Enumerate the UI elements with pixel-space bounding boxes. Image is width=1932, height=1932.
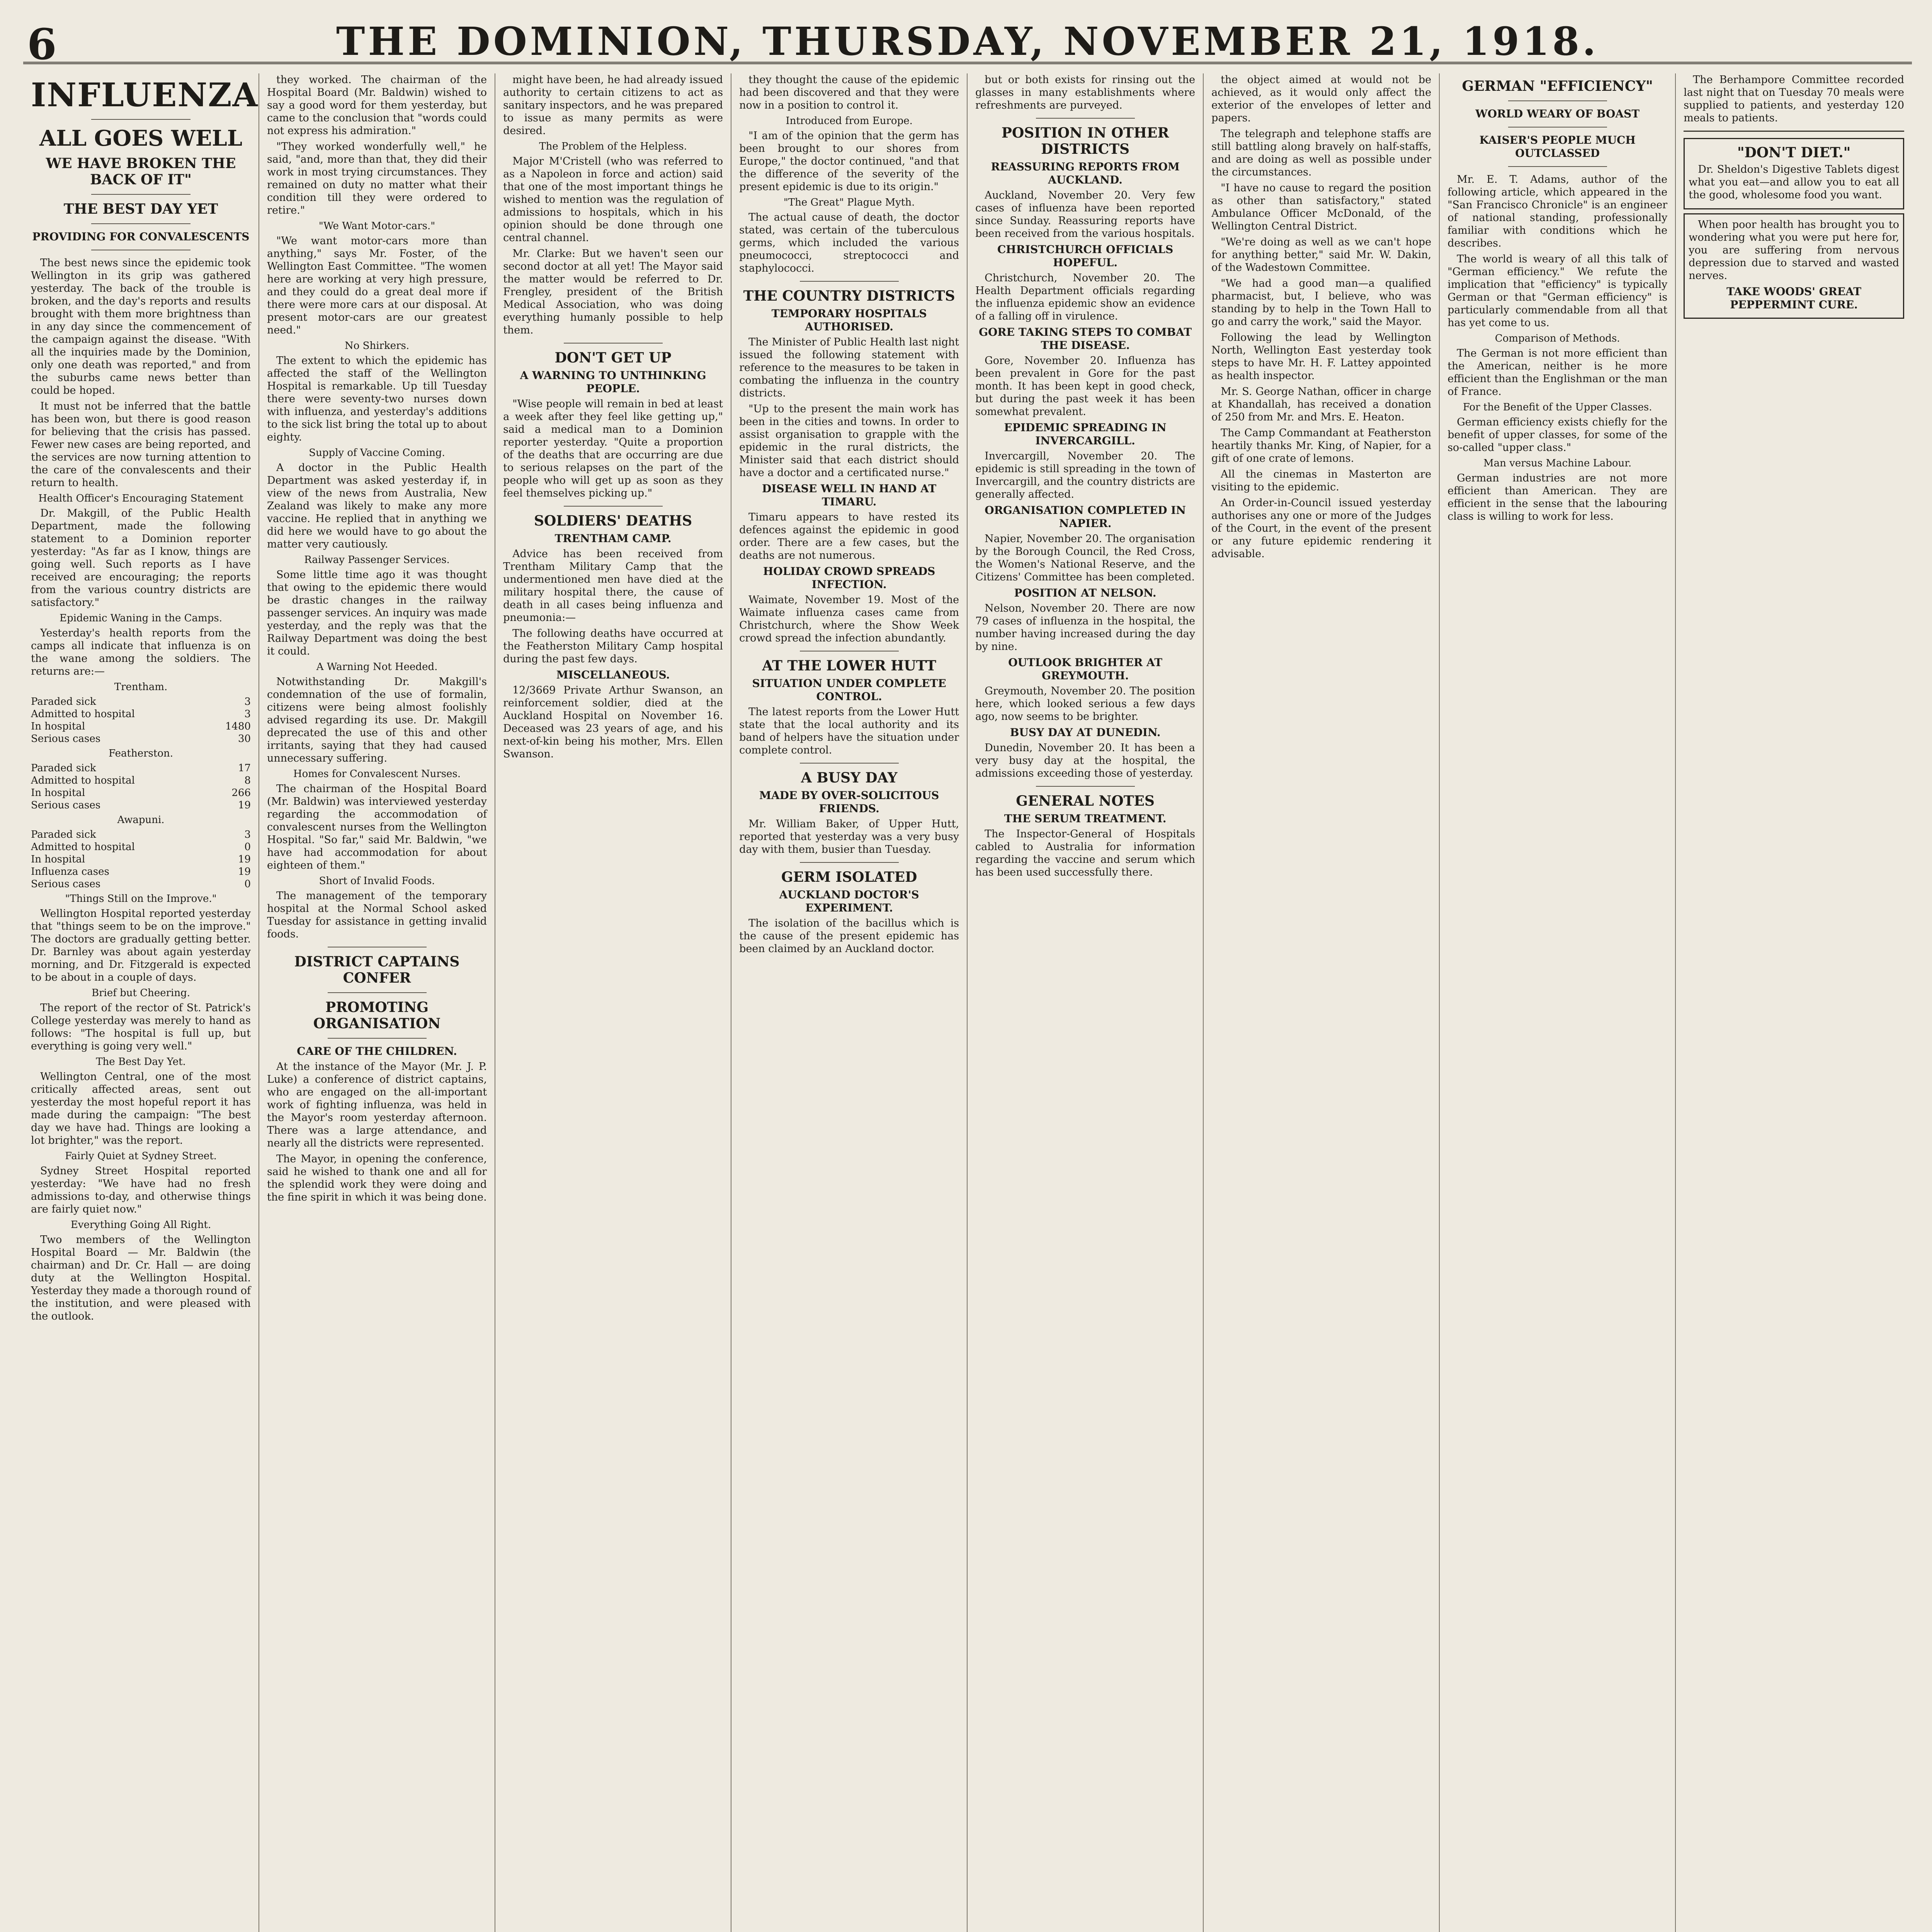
article-paragraph: A doctor in the Public Health Department was asked yesterday if, in view of the news from Australia, New Zealand was likely to make any more vaccine. He replied that in anything we did here we would have to go about the matter very cautiously. bbox=[267, 462, 487, 550]
stats-title: Trentham. bbox=[114, 681, 168, 693]
subheadline: MADE BY OVER-SOLICITOUS FRIENDS. bbox=[759, 789, 939, 815]
article-paragraph: The Inspector-General of Hospitals cabled to Australia for information regarding the vaccine and serum which has been used successfully there. bbox=[975, 828, 1196, 878]
article-paragraph: Yesterday's health reports from the camps all indicate that influenza is on the wane among the soldiers. The returns are:— bbox=[31, 627, 251, 677]
stats-row: Influenza cases 19 bbox=[31, 866, 251, 878]
subheadline: OUTLOOK BRIGHTER AT GREYMOUTH. bbox=[1008, 656, 1163, 682]
stats-title: Featherston. bbox=[109, 748, 173, 759]
article-paragraph: Nelson, November 20. There are now 79 cases of influenza in the hospital, the number having increased during the day by nine. bbox=[975, 602, 1196, 653]
section-heading: Epidemic Waning in the Camps. bbox=[60, 612, 222, 624]
stats-row: Serious cases 19 bbox=[31, 799, 251, 811]
subheadline: PROMOTING ORGANISATION bbox=[313, 999, 441, 1032]
article-paragraph: Two members of the Wellington Hospital Board — Mr. Baldwin (the chairman) and Dr. Cr. Hall — are doing duty at the Wellington Hospital. Yesterday they made a thorough round of the institution, and were pleased with the outlook. bbox=[31, 1234, 251, 1322]
article-paragraph: The world is weary of all this talk of "German efficiency." We refute the implication that "efficiency" is typically German or that "German efficiency" is particularly commendable from all that has yet come to us. bbox=[1447, 253, 1668, 329]
divider bbox=[328, 1038, 427, 1039]
divider bbox=[91, 119, 190, 120]
article-paragraph: The isolation of the bacillus which is the cause of the present epidemic has been claimed by an Auckland doctor. bbox=[739, 917, 959, 955]
section-heading: Fairly Quiet at Sydney Street. bbox=[65, 1150, 217, 1162]
section-heading: "The Great" Plague Myth. bbox=[783, 197, 915, 208]
stats-row: Serious cases 30 bbox=[31, 733, 251, 745]
subheadline: THE SERUM TREATMENT. bbox=[1004, 812, 1167, 825]
section-heading: "We Want Motor-cars." bbox=[318, 220, 435, 232]
section-heading: Everything Going All Right. bbox=[70, 1219, 211, 1231]
divider bbox=[564, 506, 663, 507]
stats-title: Awapuni. bbox=[117, 814, 165, 826]
stats-row: Paraded sick 3 bbox=[31, 696, 251, 707]
headline-country-districts: THE COUNTRY DISTRICTS bbox=[743, 288, 955, 304]
divider bbox=[1036, 118, 1135, 119]
divider bbox=[564, 343, 663, 344]
article-paragraph: Dr. Makgill, of the Public Health Department, made the following statement to a Dominion reporter yesterday: "As far as I know, things are going well. Such reports as I have received are encouraging; the reports from the various country districts are satisfactory." bbox=[31, 507, 251, 609]
subheadline: TEMPORARY HOSPITALS AUTHORISED. bbox=[771, 307, 927, 333]
subheadline: CARE OF THE CHILDREN. bbox=[297, 1045, 457, 1058]
article-paragraph: they worked. The chairman of the Hospital Board (Mr. Baldwin) wished to say a good word for them yesterday, but came to the conclusion that "words could not express his admiration." bbox=[267, 74, 487, 137]
stats-row: Admitted to hospital 3 bbox=[31, 708, 251, 720]
article-paragraph: Mr. Clarke: But we haven't seen our second doctor at all yet! The Mayor said the matter would be referred to Dr. Frengley, president of the British Medical Association, who was doing everything humanly possible to help them. bbox=[503, 248, 723, 336]
article-paragraph: Sydney Street Hospital reported yesterday: "We have had no fresh admissions to-day, and otherwise things are fairly quiet now." bbox=[31, 1165, 251, 1215]
section-heading: Comparison of Methods. bbox=[1495, 333, 1620, 344]
stats-row: Admitted to hospital 8 bbox=[31, 775, 251, 786]
divider bbox=[800, 763, 899, 764]
subheadline: PROVIDING FOR CONVALESCENTS bbox=[32, 230, 250, 243]
article-paragraph: Auckland, November 20. Very few cases of influenza have been reported since Sunday. Reassuring reports have been received from the various hospitals. bbox=[975, 189, 1196, 240]
headline-soldiers-deaths: SOLDIERS' DEATHS bbox=[534, 513, 692, 529]
article-paragraph: The following deaths have occurred at the Featherston Military Camp hospital during the past few days. bbox=[503, 628, 723, 665]
article-paragraph: Some little time ago it was thought that owing to the epidemic there would be drastic changes in the railway passenger services. An inquiry was made yesterday, and the reply was that the Railway Department was doing the best it could. bbox=[267, 569, 487, 657]
headline-other-districts: POSITION IN OTHER DISTRICTS bbox=[1001, 125, 1169, 157]
article-paragraph: Invercargill, November 20. The epidemic is still spreading in the town of Invercargill, and the country districts are generally affected. bbox=[975, 450, 1196, 500]
section-heading: Man versus Machine Labour. bbox=[1483, 457, 1632, 469]
article-paragraph: Mr. S. George Nathan, officer in charge at Khandallah, has received a donation of 250 from Mr. and Mrs. E. Heaton. bbox=[1211, 386, 1432, 423]
divider bbox=[800, 281, 899, 282]
headline-german-efficiency: GERMAN "EFFICIENCY" bbox=[1462, 78, 1653, 94]
article-paragraph: Christchurch, November 20. The Health Department officials regarding the influenza epidemic show an evidence of a falling off in virulence. bbox=[975, 272, 1196, 322]
article-paragraph: The actual cause of death, the doctor stated, was certain of the tuberculous germs, which included the various pneumococci, streptococci and staphylococci. bbox=[739, 211, 959, 274]
article-paragraph: "I am of the opinion that the germ has been brought to our shores from Europe," the doctor continued, "and that the difference of the severity of the present epidemic is due to its origin." bbox=[739, 130, 959, 193]
divider bbox=[1508, 166, 1607, 167]
column-6 bbox=[1204, 73, 1440, 1932]
headline-district-captains: DISTRICT CAPTAINS CONFER bbox=[294, 954, 460, 986]
column-7 bbox=[1440, 73, 1676, 1932]
section-heading: Health Officer's Encouraging Statement bbox=[38, 493, 243, 504]
subheadline: DISEASE WELL IN HAND AT TIMARU. bbox=[762, 482, 937, 508]
ad-title: TAKE WOODS' GREAT PEPPERMINT CURE. bbox=[1726, 285, 1862, 311]
section-heading: The Best Day Yet. bbox=[96, 1056, 186, 1068]
article-paragraph: "Up to the present the main work has been in the cities and towns. In order to assist organisation to grapple with the epidemic in the rural districts, the Minister said that each district should have a doctor and a certificated nurse." bbox=[739, 403, 959, 479]
article-paragraph: The telegraph and telephone staffs are still battling along bravely on half-staffs, and are doing as well as possible under the circumstances. bbox=[1211, 128, 1432, 178]
stats-row: In hospital 19 bbox=[31, 854, 251, 865]
newspaper-columns bbox=[23, 73, 1912, 1932]
subheadline: WE HAVE BROKEN THE BACK OF IT" bbox=[46, 155, 236, 188]
article-paragraph: The Camp Commandant at Featherston heartily thanks Mr. King, of Napier, for a gift of one crate of lemons. bbox=[1211, 427, 1432, 464]
article-paragraph: At the instance of the Mayor (Mr. J. P. Luke) a conference of district captains, who are engaged on the all-important work of fighting influenza, was held in the Mayor's room yesterday afternoon. There was a large attendance, and nearly all the districts were represented. bbox=[267, 1061, 487, 1149]
subheadline: REASSURING REPORTS FROM AUCKLAND. bbox=[991, 160, 1180, 186]
subheadline: SITUATION UNDER COMPLETE CONTROL. bbox=[752, 677, 946, 703]
article-paragraph: All the cinemas in Masterton are visiting to the epidemic. bbox=[1211, 468, 1432, 493]
section-heading: Supply of Vaccine Coming. bbox=[309, 447, 445, 459]
stats-row: Serious cases 0 bbox=[31, 878, 251, 890]
article-paragraph: The German is not more efficient than the American, neither is he more efficient than the Englishman or the man of France. bbox=[1447, 347, 1668, 398]
article-paragraph: but or both exists for rinsing out the glasses in many establishments where refreshments are purveyed. bbox=[975, 74, 1196, 111]
headline-influenza: INFLUENZA bbox=[31, 76, 259, 114]
article-paragraph: Major M'Cristell (who was referred to as a Napoleon in force and action) said that one of the most important things he wished to mention was the regulation of admissions to hospitals, which in his opinion should be done through one central channel. bbox=[503, 155, 723, 244]
column-1 bbox=[23, 73, 259, 1932]
divider bbox=[91, 223, 190, 224]
divider bbox=[1684, 131, 1904, 132]
subheadline: GORE TAKING STEPS TO COMBAT THE DISEASE. bbox=[979, 326, 1192, 352]
article-paragraph: The report of the rector of St. Patrick's College yesterday was merely to hand as follows: "The hospital is full up, but everything is going very well." bbox=[31, 1002, 251, 1052]
stats-row: In hospital 266 bbox=[31, 787, 251, 799]
advertisement bbox=[1684, 213, 1904, 319]
section-heading: Railway Passenger Services. bbox=[304, 554, 450, 566]
article-paragraph: Dunedin, November 20. It has been a very busy day at the hospital, the admissions exceeding those of yesterday. bbox=[975, 742, 1196, 779]
subheadline: AUCKLAND DOCTOR'S EXPERIMENT. bbox=[779, 888, 919, 914]
section-heading: Introduced from Europe. bbox=[786, 115, 913, 127]
stats-row: Paraded sick 3 bbox=[31, 829, 251, 840]
subheadline: MISCELLANEOUS. bbox=[556, 668, 670, 681]
stats-table-awapuni bbox=[31, 828, 251, 890]
article-paragraph: they thought the cause of the epidemic had been discovered and that they were now in a position to control it. bbox=[739, 74, 959, 111]
article-paragraph: An Order-in-Council issued yesterday authorises any one or more of the Judges of the Court, in the event of the present or any future epidemic rendering it advisable. bbox=[1211, 497, 1432, 560]
article-paragraph: Gore, November 20. Influenza has been prevalent in Gore for the past month. It has been kept in good check, but during the past week it has been somewhat prevalent. bbox=[975, 355, 1196, 418]
masthead bbox=[23, 15, 1912, 69]
section-heading: Homes for Convalescent Nurses. bbox=[293, 768, 461, 780]
article-paragraph: It must not be inferred that the battle has been won, but there is good reason for believing that the crisis has passed. Fewer new cases are being reported, and the services are now turning attention to the care of the convalescents and their return to health. bbox=[31, 400, 251, 489]
article-paragraph: Mr. William Baker, of Upper Hutt, reported that yesterday was a very busy day with them, busier than Tuesday. bbox=[739, 818, 959, 855]
column-8 bbox=[1676, 73, 1912, 1932]
divider bbox=[1036, 786, 1135, 787]
subheadline: TRENTHAM CAMP. bbox=[554, 532, 672, 545]
ad-heading: "DON'T DIET." bbox=[1737, 145, 1851, 161]
section-heading: A Warning Not Heeded. bbox=[316, 661, 438, 673]
headline-lower-hutt: AT THE LOWER HUTT bbox=[762, 658, 936, 674]
article-paragraph: "They worked wonderfully well," he said, "and, more than that, they did their work in most trying circumstances. They remained on duty no matter what their condition till they were ordered to retire." bbox=[267, 141, 487, 216]
article-paragraph: 12/3669 Private Arthur Swanson, an reinforcement soldier, died at the Auckland Hospital on November 16. Deceased was 23 years of age, and his next-of-kin being his mother, Mrs. Ellen Swanson. bbox=[503, 684, 723, 760]
headline-busy-day: A BUSY DAY bbox=[801, 770, 898, 786]
section-heading: Short of Invalid Foods. bbox=[319, 875, 435, 887]
article-paragraph: The latest reports from the Lower Hutt state that the local authority and its band of helpers have the situation under complete control. bbox=[739, 706, 959, 756]
article-paragraph: "We want motor-cars more than anything," says Mr. Foster, of the Wellington East Committee. "The women here are working at very high pressure, and they could do a great deal more if there were more cars at our disposal. At present motor-cars are our greatest need." bbox=[267, 235, 487, 336]
article-paragraph: The Mayor, in opening the conference, said he wished to thank one and all for the splendid work they were doing and the fine spirit in which it was being done. bbox=[267, 1153, 487, 1203]
article-paragraph: Notwithstanding Dr. Makgill's condemnation of the use of formalin, citizens were being almost foolishly advised regarding its use. Dr. Makgill deprecated the use of this and other irritants, saying that they had caused unnecessary suffering. bbox=[267, 676, 487, 764]
column-4 bbox=[731, 73, 968, 1932]
subheadline: HOLIDAY CROWD SPREADS INFECTION. bbox=[763, 565, 935, 591]
headline-dont-get-up: DON'T GET UP bbox=[554, 350, 672, 366]
newspaper-title: THE DOMINION, THURSDAY, NOVEMBER 21, 1918. bbox=[336, 19, 1599, 64]
headline-germ-isolated: GERM ISOLATED bbox=[781, 869, 917, 885]
subheadline: ORGANISATION COMPLETED IN NAPIER. bbox=[985, 504, 1186, 530]
article-paragraph: The best news since the epidemic took Wellington in its grip was gathered yesterday. The back of the trouble is broken, and the day's reports and results brought with them more brightness than in any day since the commencement of the campaign against the disease. "With all the inquiries made by the Dominion, only one death was reported," and from the suburbs came news better than could be hoped. bbox=[31, 257, 251, 396]
page-number: 6 bbox=[27, 19, 57, 69]
article-paragraph: The extent to which the epidemic has affected the staff of the Wellington Hospital is remarkable. Up till Tuesday there were seventy-two nurses down with influenza, and yesterday's additions to the sick list bring the total up to about eighty. bbox=[267, 355, 487, 443]
article-paragraph: Following the lead by Wellington North, Wellington East yesterday took steps to have Mr. H. F. Lattey appointed as health inspector. bbox=[1211, 332, 1432, 382]
article-paragraph: Wellington Hospital reported yesterday that "things seem to be on the improve." The doctors are gradually getting better. Dr. Barnley was about again yesterday morning, and Dr. Fitzgerald is expected to be about in a couple of days. bbox=[31, 908, 251, 983]
column-5 bbox=[968, 73, 1204, 1932]
subheadline: EPIDEMIC SPREADING IN INVERCARGILL. bbox=[1004, 421, 1167, 447]
article-paragraph: The Minister of Public Health last night issued the following statement with reference to the measures to be taken in combating the influenza in the country districts. bbox=[739, 336, 959, 399]
subheadline: BUSY DAY AT DUNEDIN. bbox=[1010, 726, 1161, 739]
article-paragraph: might have been, he had already issued authority to certain citizens to act as sanitary inspectors, and he was prepared to issue as many permits as were desired. bbox=[503, 74, 723, 137]
article-paragraph: German industries are not more efficient than American. They are efficient in the sense that the labouring class is willing to work for less. bbox=[1447, 472, 1668, 522]
article-paragraph: The chairman of the Hospital Board (Mr. Baldwin) was interviewed yesterday regarding the accommodation of convalescent nurses from the Wellington Hospital. "So far," said Mr. Baldwin, "we have had accommodation for about eighteen of them." bbox=[267, 783, 487, 871]
stats-row: Paraded sick 17 bbox=[31, 762, 251, 774]
article-paragraph: Waimate, November 19. Most of the Waimate influenza cases came from Christchurch, where the Show Week crowd spread the infection abundantly. bbox=[739, 594, 959, 644]
column-2 bbox=[259, 73, 495, 1932]
article-paragraph: Greymouth, November 20. The position here, which looked serious a few days ago, now seems to be brighter. bbox=[975, 685, 1196, 723]
article-paragraph: Timaru appears to have rested its defences against the epidemic in good order. There are a few cases, but the deaths are not numerous. bbox=[739, 511, 959, 561]
section-heading: "Things Still on the Improve." bbox=[65, 893, 217, 905]
stats-table-trentham bbox=[31, 696, 251, 745]
ad-paragraph: When poor health has brought you to wondering what you were put here for, you are suffering from nervous depression due to starved and wasted nerves. bbox=[1689, 219, 1899, 282]
article-paragraph: Mr. E. T. Adams, author of the following article, which appeared in the "San Francisco Chronicle" is an engineer of national standing, professionally familiar with conditions which he describes. bbox=[1447, 173, 1668, 249]
article-paragraph: "We're doing as well as we can't hope for anything better," said Mr. W. Dakin, of the Wadestown Committee. bbox=[1211, 236, 1432, 274]
headline-all-goes-well: ALL GOES WELL bbox=[39, 126, 243, 151]
divider bbox=[328, 992, 427, 993]
article-paragraph: Advice has been received from Trentham Military Camp that the undermentioned men have died at the military hospital there, the cause of death in all cases being influenza and pneumonia:— bbox=[503, 548, 723, 624]
ad-paragraph: Dr. Sheldon's Digestive Tablets digest what you eat—and allow you to eat all the good, wholesome food you want. bbox=[1689, 163, 1899, 201]
subheadline: POSITION AT NELSON. bbox=[1014, 587, 1156, 599]
section-heading: The Problem of the Helpless. bbox=[539, 141, 687, 152]
article-paragraph: Wellington Central, one of the most critically affected areas, sent out yesterday the most hopeful report it has made during the campaign: "The best day we have had. Things are looking a lot brighter," was the report. bbox=[31, 1071, 251, 1146]
article-paragraph: The Berhampore Committee recorded last night that on Tuesday 70 meals were supplied to patients, and yesterday 120 meals to patients. bbox=[1684, 74, 1904, 124]
subheadline: WORLD WEARY OF BOAST bbox=[1475, 107, 1640, 120]
article-paragraph: "I have no cause to regard the position as other than satisfactory," stated Ambulance Officer McDonald, of the Wellington Central District. bbox=[1211, 182, 1432, 232]
stats-row: Admitted to hospital 0 bbox=[31, 841, 251, 853]
section-heading: Brief but Cheering. bbox=[91, 987, 190, 999]
divider bbox=[91, 194, 190, 195]
article-paragraph: Napier, November 20. The organisation by the Borough Council, the Red Cross, the Women's National Reserve, and the Citizens' Committee has been completed. bbox=[975, 533, 1196, 583]
article-paragraph: the object aimed at would not be achieved, as it would only affect the exterior of the envelopes of letter and papers. bbox=[1211, 74, 1432, 124]
divider bbox=[1508, 127, 1607, 128]
subheadline: THE BEST DAY YET bbox=[63, 201, 218, 217]
divider bbox=[800, 862, 899, 863]
headline-general-notes: GENERAL NOTES bbox=[1016, 793, 1155, 809]
advertisement bbox=[1684, 138, 1904, 209]
article-paragraph: The management of the temporary hospital at the Normal School asked Tuesday for assistance in getting invalid foods. bbox=[267, 890, 487, 940]
section-heading: For the Benefit of the Upper Classes. bbox=[1463, 401, 1652, 413]
stats-row: In hospital 1480 bbox=[31, 721, 251, 732]
article-paragraph: "We had a good man—a qualified pharmacist, but, I believe, who was standing by to help in the Town Hall to go and carry the work," said the Mayor. bbox=[1211, 277, 1432, 328]
stats-table-featherston bbox=[31, 762, 251, 811]
article-paragraph: German efficiency exists chiefly for the benefit of upper classes, for some of the so-called "upper class." bbox=[1447, 416, 1668, 454]
article-paragraph: "Wise people will remain in bed at least a week after they feel like getting up," said a medical man to a Dominion reporter yesterday. "Quite a proportion of the deaths that are occurring are due to serious relapses on the part of the people who will get up as soon as they feel themselves picking up." bbox=[503, 398, 723, 499]
subheadline: A WARNING TO UNTHINKING PEOPLE. bbox=[520, 369, 706, 395]
subheadline: KAISER'S PEOPLE MUCH OUTCLASSED bbox=[1479, 134, 1636, 160]
subheadline: CHRISTCHURCH OFFICIALS HOPEFUL. bbox=[997, 243, 1173, 269]
section-heading: No Shirkers. bbox=[344, 340, 410, 352]
column-3 bbox=[495, 73, 731, 1932]
divider bbox=[1508, 100, 1607, 101]
